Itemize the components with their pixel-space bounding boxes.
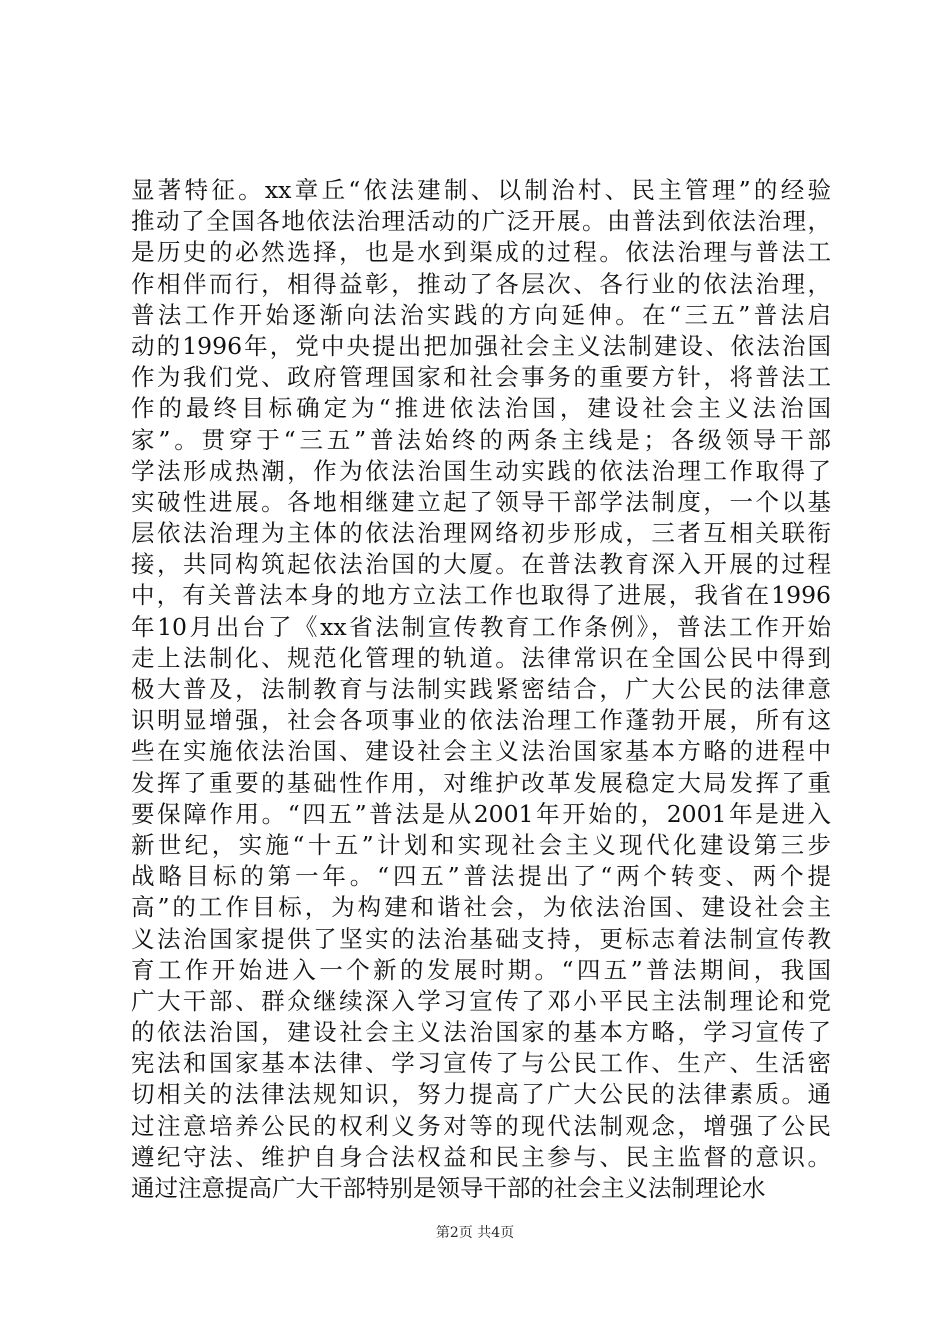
text-line: 要保障作用。“四五”普法是从2001年开始的，2001年是进入	[131, 799, 831, 828]
text-line: 新世纪，实施“十五”计划和实现社会主义现代化建设第三步	[131, 830, 831, 859]
text-line: 实破性进展。各地相继建立起了领导干部学法制度，一个以基	[131, 487, 831, 516]
text-line: 高”的工作目标，为构建和谐社会，为依法治国、建设社会主	[131, 893, 831, 922]
text-line: 是历史的必然选择，也是水到渠成的过程。依法治理与普法工	[131, 238, 831, 267]
text-line: 切相关的法律法规知识，努力提高了广大公民的法律素质。通	[131, 1080, 831, 1109]
text-line: 普法工作开始逐渐向法治实践的方向延伸。在“三五”普法启	[131, 300, 831, 329]
page-footer: 第2页 共4页	[435, 1225, 515, 1241]
text-line: 通过注意提高广大干部特别是领导干部的社会主义法制理论水	[131, 1174, 766, 1202]
text-line: 走上法制化、规范化管理的轨道。法律常识在全国公民中得到	[131, 643, 831, 672]
text-line: 育工作开始进入一个新的发展时期。“四五”普法期间，我国	[131, 955, 831, 984]
text-line: 家”。贯穿于“三五”普法始终的两条主线是；各级领导干部	[131, 425, 831, 454]
text-line: 些在实施依法治国、建设社会主义法治国家基本方略的进程中	[131, 737, 831, 766]
body-paragraph	[131, 175, 831, 1204]
text-line: 作相伴而行，相得益彰，推动了各层次、各行业的依法治理，	[131, 269, 831, 298]
text-line: 学法形成热潮，作为依法治国生动实践的依法治理工作取得了	[131, 456, 831, 485]
text-line: 识明显增强，社会各项事业的依法治理工作蓬勃开展，所有这	[131, 706, 831, 735]
text-line: 接，共同构筑起依法治国的大厦。在普法教育深入开展的过程	[131, 550, 831, 579]
text-line: 层依法治理为主体的依法治理网络初步形成，三者互相关联衔	[131, 519, 831, 548]
text-line: 显著特征。xx章丘“依法建制、以制治村、民主管理”的经验	[131, 176, 831, 204]
text-line: 年10月出台了《xx省法制宣传教育工作条例》，普法工作开始	[131, 612, 831, 641]
text-line: 遵纪守法、维护自身合法权益和民主参与、民主监督的意识。	[131, 1142, 831, 1171]
text-line: 战略目标的第一年。“四五”普法提出了“两个转变、两个提	[131, 862, 831, 891]
text-line: 作为我们党、政府管理国家和社会事务的重要方针，将普法工	[131, 363, 831, 392]
text-line: 广大干部、群众继续深入学习宣传了邓小平民主法制理论和党	[131, 986, 831, 1015]
text-line: 过注意培养公民的权利义务对等的现代法制观念，增强了公民	[131, 1111, 831, 1140]
text-line: 义法治国家提供了坚实的法治基础支持，更标志着法制宣传教	[131, 924, 831, 953]
text-line: 中，有关普法本身的地方立法工作也取得了进展，我省在1996	[131, 581, 831, 610]
text-line: 宪法和国家基本法律、学习宣传了与公民工作、生产、生活密	[131, 1049, 831, 1078]
text-line: 动的1996年，党中央提出把加强社会主义法制建设、依法治国	[131, 331, 831, 360]
text-line: 发挥了重要的基础性作用，对维护改革发展稳定大局发挥了重	[131, 768, 831, 797]
text-line: 推动了全国各地依法治理活动的广泛开展。由普法到依法治理，	[131, 207, 831, 236]
text-line: 作的最终目标确定为“推进依法治国，建设社会主义法治国	[131, 394, 831, 423]
text-line: 极大普及，法制教育与法制实践紧密结合，广大公民的法律意	[131, 675, 831, 703]
text-line: 的依法治国，建设社会主义法治国家的基本方略，学习宣传了	[131, 1018, 831, 1047]
